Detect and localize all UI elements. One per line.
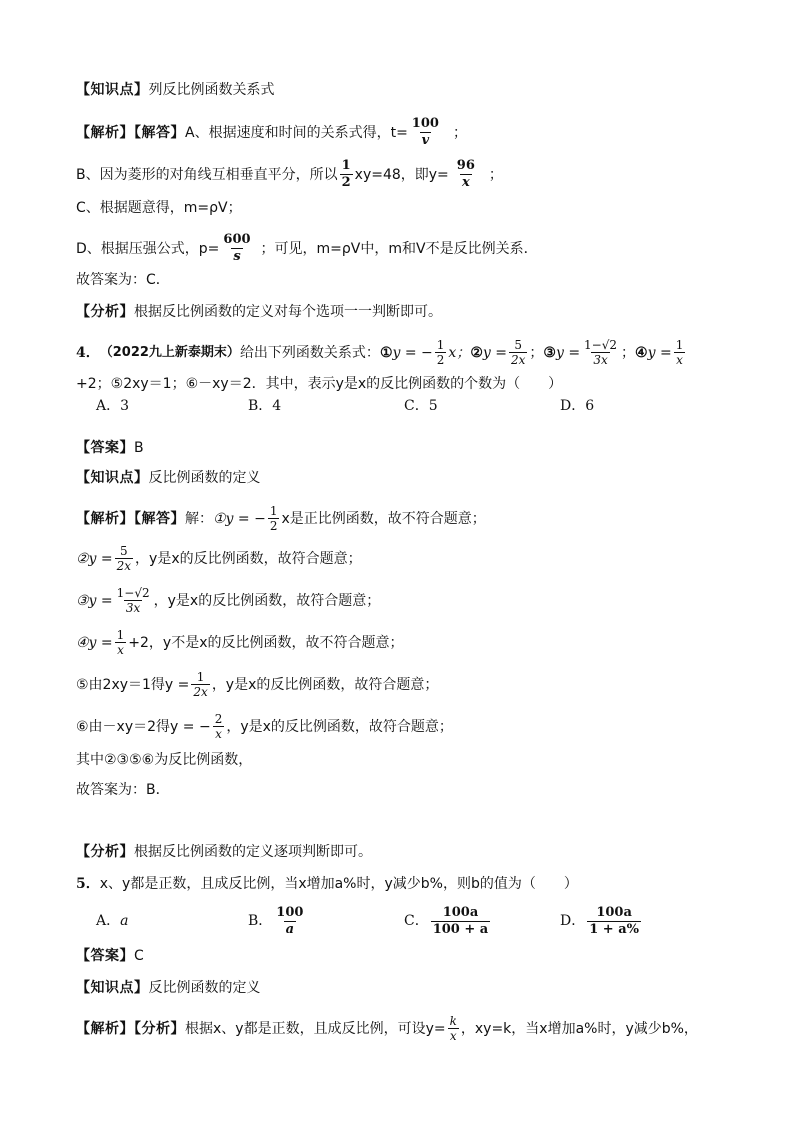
question-5-text: x、y都是正数，且成反比例，当x增加a%时，y减少b%，则b的值为（ ） [99, 876, 578, 892]
question-4-number: 4． [76, 344, 100, 361]
analysis-line [76, 302, 734, 322]
fraction-5-over-2x: $\frac{5}{2x}$ [510, 338, 526, 367]
question-4-kp-line [76, 468, 734, 488]
option-b-value: 4 [272, 398, 282, 414]
option-a-value: 3 [120, 398, 130, 414]
q5-answer-value: C [134, 948, 144, 964]
solution-b-text1: B、因为菱形的对角线互相垂直平分，所以 [76, 166, 338, 183]
q5-sol-text1: 根据x、y都是正数，且成反比例，可设y= [185, 1020, 446, 1037]
s8-text: 故答案为：B． [76, 782, 170, 798]
s1-lhs: ①y = − [213, 510, 266, 527]
q5-sol-text2: ，xy=k，当x增加a%时，y减少b%， [460, 1020, 698, 1037]
q5-option-c-key: C． [404, 913, 429, 929]
expr-2-tail: ； [529, 344, 544, 361]
answer-tag: 【答案】 [76, 440, 134, 456]
answer-text: 故答案为：C． [76, 272, 170, 288]
s2-fraction: $\frac{5}{2x}$ [116, 544, 132, 573]
s3-rhs: ，y是x的反比例函数，故符合题意； [153, 592, 381, 609]
analysis-tag: 【分析】 [76, 304, 134, 320]
question-4-lead: 给出下列函数关系式： [239, 344, 380, 361]
option-c-value: 5 [428, 398, 438, 414]
q5-option-b-fraction: $\frac{100}{a}$ [276, 904, 304, 937]
q4-solution-line1 [76, 504, 734, 533]
q5-answer-tag: 【答案】 [76, 948, 134, 964]
expr-4-lhs: y = [647, 344, 672, 361]
s5-rhs: ，y是x的反比例函数，故符合题意； [211, 676, 439, 693]
q4-solution-line2 [76, 544, 734, 573]
s1-fraction: $\frac{1}{2}$ [269, 504, 278, 533]
s4-fraction: $\frac{1}{x}$ [116, 628, 125, 657]
q5-option-a-value: a [120, 913, 129, 929]
s1-rhs: x是正比例函数，故不符合题意； [281, 510, 486, 527]
q5-kp-tag: 【知识点】 [76, 980, 149, 996]
solution-c-text: C、根据题意得，m=ρV； [76, 200, 242, 216]
solution-b-tail: ； [488, 166, 503, 183]
s2-rhs: ，y是x的反比例函数，故符合题意； [135, 550, 362, 567]
question-4-source: （2022九上新泰期末） [99, 344, 240, 360]
question-5-solution-line [76, 1014, 734, 1043]
solution-line-b [76, 158, 734, 191]
q4-analysis-text: 根据反比例函数的定义逐项判断即可。 [134, 844, 372, 860]
question-4-stem-text: +2；⑤2xy＝1；⑥－xy＝2．其中，表示y是x的反比例函数的个数为（ ） [76, 376, 563, 392]
knowledge-point-tag: 【知识点】 [76, 82, 149, 98]
expr-3-tail: ； [621, 344, 636, 361]
fraction-96-over-x: $\frac{96}{x}$ [456, 158, 475, 190]
q5-option-b-key: B． [248, 913, 273, 929]
fraction-100-over-v: $\frac{100}{v}$ [411, 116, 439, 148]
analysis-text: 根据反比例函数的定义对每个选项一一判断即可。 [134, 304, 442, 320]
circle-1-icon: ① [379, 344, 393, 361]
option-b[interactable] [248, 396, 281, 416]
s4-lhs: ④y = [76, 634, 113, 651]
s4-rhs: +2，y不是x的反比例函数，故不符合题意； [128, 634, 404, 651]
solution-tag: 【解析】【解答】 [76, 124, 185, 141]
question-4-stem-line1 [76, 338, 734, 367]
solution-line-a [76, 116, 734, 149]
option-a-key: A． [96, 398, 121, 414]
option-d[interactable] [560, 396, 594, 416]
q5-option-b[interactable] [248, 905, 307, 938]
circle-3-icon: ③ [543, 344, 556, 361]
s6-lhs: ⑥由－xy＝2得y = − [76, 718, 211, 735]
option-a[interactable] [96, 396, 129, 416]
s6-fraction: $\frac{2}{x}$ [214, 712, 223, 741]
s5-lhs: ⑤由2xy＝1得y = [76, 676, 190, 693]
fraction-1-over-2: $\frac{1}{2}$ [436, 338, 445, 367]
question-5-number: 5． [76, 876, 100, 892]
q5-option-c-fraction: $\frac{100a}{100 + a}$ [432, 904, 489, 937]
q4-solution-line3 [76, 586, 734, 615]
circle-2-icon: ② [470, 344, 483, 361]
q5-option-a-key: A． [96, 913, 121, 929]
question-5-answer-line [76, 946, 734, 966]
fraction-1-minus-root2-over-3x: $\frac{1-√2}{3x}$ [584, 338, 618, 367]
s3-lhs: ③y = [76, 592, 113, 609]
option-c-key: C． [404, 398, 429, 414]
solution-d-text2: ；可见，m=ρV中，m和V不是反比例关系． [260, 240, 538, 257]
solution-d-text1: D、根据压强公式，p= [76, 240, 220, 257]
s2-lhs: ②y = [76, 550, 113, 567]
question-4-stem-line2 [76, 374, 734, 394]
solution-line-d [76, 232, 734, 265]
expr-1-lhs: y = − [392, 344, 433, 361]
fraction-one-half: $\frac{1}{2}$ [341, 158, 351, 190]
option-b-key: B． [248, 398, 273, 414]
answer-line [76, 270, 734, 290]
solution-line-c [76, 198, 734, 218]
expr-2-lhs: y = [482, 344, 507, 361]
circle-4-icon: ④ [635, 344, 648, 361]
s6-rhs: ，y是x的反比例函数，故符合题意； [226, 718, 453, 735]
s7-text: 其中②③⑤⑥为反比例函数， [76, 752, 253, 768]
option-d-key: D． [560, 398, 586, 414]
q4-solution-line4 [76, 628, 734, 657]
q4-solution-line7 [76, 750, 734, 770]
q4-sol-intro: 解： [185, 510, 213, 527]
q4-analysis-line [76, 842, 734, 862]
q5-sol-fraction: $\frac{k}{x}$ [449, 1014, 457, 1043]
q5-option-a[interactable] [96, 911, 128, 931]
expr-1-rhs: x； [448, 344, 471, 361]
answer-value: B [134, 440, 144, 456]
expr-3-lhs: y = [555, 344, 581, 361]
solution-b-text2: xy=48，即y= [354, 166, 449, 183]
q4-solution-line5 [76, 670, 734, 699]
q5-option-c[interactable] [404, 905, 492, 938]
q5-option-d[interactable] [560, 905, 643, 938]
q5-option-d-fraction: $\frac{100a}{1 + a\%}$ [589, 904, 639, 937]
option-c[interactable] [404, 396, 438, 416]
q4-sol-tag: 【解析】【解答】 [76, 510, 185, 527]
knowledge-point-line [76, 80, 734, 100]
knowledge-point-text: 列反比例函数关系式 [148, 82, 275, 98]
s5-fraction: $\frac{1}{2x}$ [193, 670, 208, 699]
kp-text: 反比例函数的定义 [148, 470, 261, 486]
q4-solution-line6 [76, 712, 734, 741]
question-5-kp-line [76, 978, 734, 998]
question-5-options [96, 906, 734, 936]
solution-a-text: A、根据速度和时间的关系式得，t= [185, 124, 408, 141]
q5-sol-tag: 【解析】【分析】 [76, 1020, 185, 1037]
q5-kp-text: 反比例函数的定义 [148, 980, 261, 996]
option-d-value: 6 [585, 398, 595, 414]
s3-fraction: $\frac{1-√2}{3x}$ [116, 586, 150, 615]
q4-analysis-tag: 【分析】 [76, 844, 134, 860]
solution-a-tail: ； [452, 124, 467, 141]
fraction-600-over-s: $\frac{600}{s}$ [223, 232, 251, 264]
q5-option-d-key: D． [560, 913, 586, 929]
question-4-answer-line [76, 438, 734, 458]
fraction-1-over-x: $\frac{1}{x}$ [675, 338, 684, 367]
question-5-stem [76, 874, 734, 894]
q4-solution-line8 [76, 780, 734, 800]
kp-tag: 【知识点】 [76, 470, 149, 486]
